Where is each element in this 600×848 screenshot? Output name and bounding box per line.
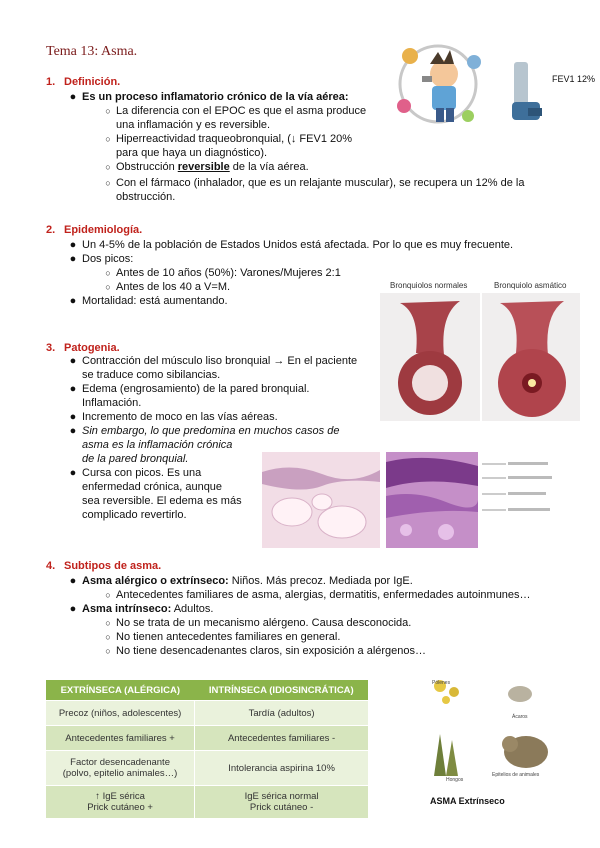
- table-row: [46, 701, 368, 726]
- bullet: ●: [69, 253, 77, 265]
- text-emphasis: Asma alérgico o extrínseco:: [82, 575, 229, 587]
- table-cell: Intolerancia aspirina 10%: [195, 751, 368, 786]
- bronchiole-asthmatic-label: Bronquiolo asmático: [494, 281, 567, 290]
- bullet: ○: [105, 282, 111, 292]
- text: Niños. Más precoz. Mediada por IgE.: [228, 575, 413, 587]
- fev-label: FEV1 12%: [552, 74, 596, 84]
- text: Antes de 10 años (50%): Varones/Mujeres 2:1: [116, 267, 341, 279]
- page-title: Tema 13: Asma.: [46, 44, 138, 59]
- asthma-boy-illustration: [388, 38, 498, 130]
- definition-main-text: Es un proceso inflamatorio crónico de la vía aérea:: [82, 91, 349, 103]
- bronchiole-comparison-image: [380, 293, 580, 421]
- allergen-label: Ácaros: [512, 714, 528, 720]
- section-title: Definición.: [64, 76, 121, 88]
- text: enfermedad crónica, aunque: [82, 481, 223, 493]
- inhaler-image: [506, 58, 546, 128]
- text: Antes de los 40 a V=M.: [116, 281, 231, 293]
- bullet: ○: [105, 590, 111, 600]
- table-header: EXTRÍNSECA (ALÉRGICA): [46, 680, 195, 701]
- section-number: 1.: [46, 76, 56, 88]
- section-number: 3.: [46, 342, 56, 354]
- text: Hiperreactividad traqueobronquial, (↓ FEV1 20%: [116, 133, 353, 145]
- text: de la vía aérea.: [229, 161, 309, 173]
- section-title: Epidemiología.: [64, 224, 143, 236]
- table-row: [46, 751, 368, 786]
- table-cell: Factor desencadenante (polvo, epitelio animales…): [46, 751, 195, 786]
- definition-sub-2: [100, 176, 560, 204]
- text: Con el fármaco (inhalador, que es un relajante muscular), se recupera un 12% de la: [116, 177, 525, 189]
- bullet: ●: [69, 603, 77, 615]
- table-row: [46, 726, 368, 751]
- text: Edema (engrosamiento) de la pared bronquial.: [82, 383, 310, 395]
- section-number: 2.: [46, 224, 56, 236]
- allergen-label: Epitelios de animales: [492, 772, 540, 778]
- bullet: ○: [105, 162, 111, 172]
- text: complicado revertirlo.: [82, 509, 187, 521]
- table-cell: IgE sérica normal Prick cutáneo -: [195, 786, 368, 819]
- bullet: ●: [69, 467, 77, 479]
- bullet: ○: [105, 618, 111, 628]
- section-2-heading: [46, 224, 142, 236]
- section-1-heading: [46, 76, 120, 88]
- table-cell: Tardía (adultos): [195, 701, 368, 726]
- comparison-table: [46, 680, 368, 818]
- table-cell: Antecedentes familiares -: [195, 726, 368, 751]
- text: obstrucción.: [116, 191, 176, 203]
- histology-normal-image: [262, 452, 380, 548]
- text: La diferencia con el EPOC es que el asma produce: [116, 105, 367, 117]
- text: No tiene desencadenantes claros, sin exposición a alérgenos…: [116, 645, 427, 657]
- histology-annotation-lines: [482, 460, 558, 530]
- bullet: ○: [105, 134, 111, 144]
- section-title: Patogenia.: [64, 342, 120, 354]
- allergens-caption: ASMA Extrínseco: [430, 796, 505, 806]
- table-row: [46, 786, 368, 819]
- table-cell: Antecedentes familiares +: [46, 726, 195, 751]
- text: Contracción del músculo liso bronquial → En el paciente: [82, 355, 358, 367]
- bullet: ○: [105, 178, 111, 188]
- bullet: ○: [105, 632, 111, 642]
- text: sea reversible. El edema es más: [82, 495, 242, 507]
- text: de la pared bronquial.: [82, 453, 189, 465]
- table-cell: ↑ IgE sérica Prick cutáneo +: [46, 786, 195, 819]
- bullet: ●: [69, 575, 77, 587]
- bullet: ●: [69, 425, 77, 437]
- text: Incremento de moco en las vías aéreas.: [82, 411, 278, 423]
- bullet: ●: [69, 355, 77, 367]
- text: una inflamación y es reversible.: [116, 119, 271, 131]
- text: para que haya un diagnóstico).: [116, 147, 268, 159]
- definition-main: [64, 90, 349, 104]
- section-title: Subtipos de asma.: [64, 560, 162, 572]
- text: Un 4-5% de la población de Estados Unidos está afectada. Por lo que es muy frecuente.: [82, 239, 514, 251]
- text: se traduce como sibilancias.: [82, 369, 221, 381]
- bullet: ●: [69, 295, 77, 307]
- allergen-label: Hongos: [446, 777, 464, 783]
- bullet: ●: [69, 411, 77, 423]
- table-header-row: [46, 680, 368, 701]
- bullet: ○: [105, 646, 111, 656]
- section-4-heading: [46, 560, 161, 572]
- text: Dos picos:: [82, 253, 134, 265]
- text: Cursa con picos. Es una: [82, 467, 202, 479]
- text: Inflamación.: [82, 397, 142, 409]
- bullet: ○: [105, 106, 111, 116]
- text: No tienen antecedentes familiares en general.: [116, 631, 341, 643]
- bullet: ●: [69, 383, 77, 395]
- allergens-image: [426, 676, 552, 786]
- text: Antecedentes familiares de asma, alergias, dermatitis, enfermedades autoinmunes…: [116, 589, 531, 601]
- section-number: 4.: [46, 560, 56, 572]
- section-3-heading: [46, 342, 120, 354]
- table-header: INTRÍNSECA (IDIOSINCRÁTICA): [195, 680, 368, 701]
- bullet: ●: [69, 239, 77, 251]
- text: Sin embargo, lo que predomina en muchos casos de: [82, 425, 340, 437]
- text: Obstrucción: [116, 161, 178, 173]
- text: asma es la inflamación crónica: [82, 439, 233, 451]
- subtypes-list: [64, 574, 531, 658]
- definition-sub-1: [100, 104, 380, 174]
- histology-asthmatic-image: [386, 452, 478, 548]
- text-emphasis: reversible: [177, 161, 230, 173]
- table-cell: Precoz (niños, adolescentes): [46, 701, 195, 726]
- allergen-label: Pólenes: [432, 680, 451, 686]
- text: Adultos.: [171, 603, 214, 615]
- text: No se trata de un mecanismo alérgeno. Causa desconocida.: [116, 617, 412, 629]
- bronchiole-normal-label: Bronquiolos normales: [390, 281, 468, 290]
- bullet: ○: [105, 268, 111, 278]
- text-emphasis: Asma intrínseco:: [82, 603, 172, 615]
- bullet: ●: [69, 91, 77, 103]
- text: Mortalidad: está aumentando.: [82, 295, 228, 307]
